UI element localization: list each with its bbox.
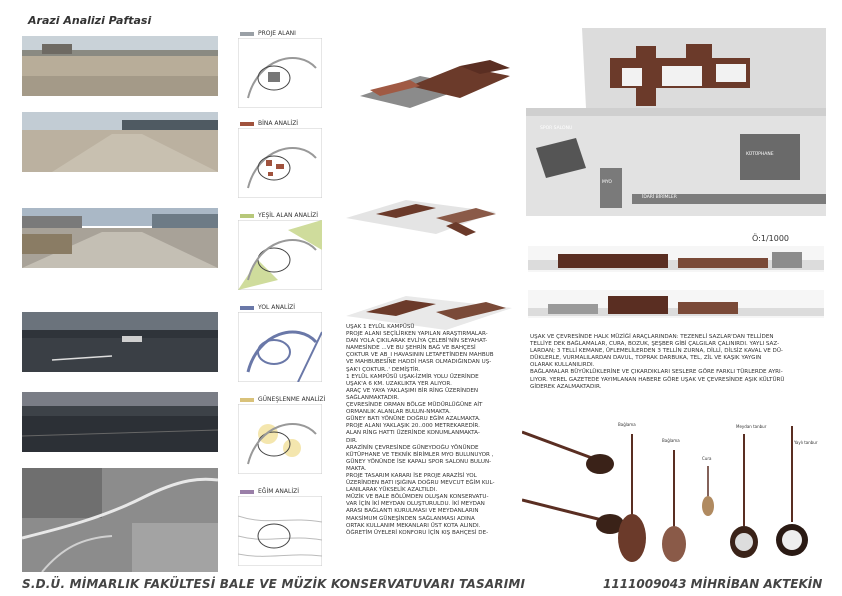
- gunes-analizi-map: [238, 404, 322, 474]
- label-color-swatch: [240, 32, 254, 36]
- instrument-label: Cura: [702, 456, 712, 461]
- baglama-vertical-icon: [618, 434, 646, 562]
- baglama-horizontal-2-icon: [522, 500, 624, 534]
- site-photo-1: [22, 36, 218, 96]
- elevation-1: [528, 246, 824, 272]
- site-label-kutuphane: KÜTÜPHANE: [746, 152, 774, 157]
- site-photo-4: [22, 312, 218, 372]
- analysis-label-yesil: YEŞİL ALAN ANALİZİ: [258, 212, 319, 219]
- analysis-label-egim: EĞİM ANALİZİ: [258, 488, 299, 495]
- yayli-tanbur-icon: [776, 426, 808, 556]
- label-color-swatch: [240, 306, 254, 310]
- analysis-label-proje-alani: PROJE ALANI: [258, 30, 296, 37]
- instruments-illustration: [522, 420, 822, 568]
- egim-analizi-map: [238, 496, 322, 566]
- yesil-alan-map: [238, 220, 322, 290]
- site-plan: [526, 28, 826, 216]
- site-photo-3: [22, 208, 218, 268]
- site-aerial-photo: [22, 468, 218, 572]
- massing-render-1: [350, 46, 520, 116]
- analysis-label-bina: BİNA ANALİZİ: [258, 120, 299, 127]
- instrument-label: Yaylı tanbur: [794, 440, 818, 445]
- elevation-2: [528, 290, 824, 318]
- page-title: Arazi Analizi Paftasi: [28, 14, 152, 27]
- cura-icon: [702, 466, 714, 516]
- proje-alani-map: [238, 38, 322, 108]
- yol-analizi-map: [238, 312, 322, 382]
- site-photo-2: [22, 112, 218, 172]
- baglama-horizontal-icon: [522, 432, 614, 474]
- instrument-label: Bağlama: [662, 438, 680, 443]
- label-color-swatch: [240, 214, 254, 218]
- scale-label: Ö:1/1000: [752, 234, 789, 243]
- site-label-myo: MYO: [602, 180, 612, 185]
- site-label-spor: SPOR SALONU: [540, 126, 573, 131]
- bina-analizi-map: [238, 128, 322, 198]
- site-photo-5: [22, 392, 218, 452]
- site-label-idari: İDARİ BİRİMLER: [642, 195, 677, 200]
- massing-render-2: [346, 188, 506, 240]
- label-color-swatch: [240, 122, 254, 126]
- description-text-main: UŞAK 1 EYLÜL KAMPÜSÜ PROJE ALANI SEÇİLİRKEN YAPILAN ARAŞTIRMALAR- DAN YOLA ÇIKILARAK EVLİYA ÇELEBİ'NİN SEYAHAT- NAMESİNDE ...VE BU ŞEHRİN BAĞ VE BAHÇESİ ÇOKTUR VE AB_I HAVASININ LETAFETİNDEN MAHBUB VE MAHBUBESİNE HADDİ HASR OLMADIĞINDAN UŞ- ŞAK'I ÇOKTUR..' DEMİŞTİR. 1 EYLÜL KAMPÜSÜ UŞAK-İZMİR YOLU ÜZERİNDE UŞAK'A 6 KM. UZAKLIKTA YER ALIYOR. ARAÇ VE YAYA YAKLAŞIMI BİR RİNG ÜZERİNDEN SAĞLANMAKTADIR. ÇEVRESİNDE ORMAN BÖLGE MÜDÜRLÜĞÜNE AİT ORMANLIK ALANLAR BULUN-NMAKTA. GÜNEY BATI YÖNÜNE DOĞRU EĞİM AZALMAKTA. PROJE ALANI YAKLAŞIK 20..000 METREKAREDİR. ALAN RİNG HATTI ÜZERİNDE KONUMLANMAKTA- DIR. ARAZİNİN ÇEVRESİNDE GÜNEYDOĞU YÖNÜNDE KÜTÜPHANE VE TEKNİK BİRİMLER MYO BULUNUYOR , GÜNEY YÖNÜNDE İSE KAPALI SPOR SALONU BULUN- MAKTA. PROJE TASARIM KARARI İSE PROJE ARAZİSİ YOL ÜZERİNDEN BATI IŞIĞINA DOĞRU MEVCUT EĞİM KUL- LANILARAK YÜKSELİK AZALTILDI. MÜZİK VE BALE BÖLÜMDEN OLUŞAN KONSERVATU- VAR İÇİN İKİ MEYDAN OLUŞTURULDU. İKİ MEYDAN ARASI BAĞLANTI KURULMASI VE MEYDANLARIN MAKSİMUM GÜNEŞİNDEN SAĞLANMASI ADINA ORTAK KULLANIM MEKANLARI ÜST KOTA ALINDI. ÖĞRETİM ÜYELERİ KONFORU İÇİN KIŞ BAHÇESİ DE-: [346, 324, 495, 536]
- student-name: 1111009043 MİHRİBAN AKTEKİN: [603, 577, 823, 591]
- label-color-swatch: [240, 398, 254, 402]
- project-title: S.D.Ü. MİMARLIK FAKÜLTESİ BALE VE MÜZİK KONSERVATUVARI TASARIMI: [22, 577, 526, 591]
- instrument-label: Meydan tanbur: [736, 424, 767, 429]
- analysis-label-yol: YOL ANALİZİ: [258, 304, 295, 311]
- label-color-swatch: [240, 490, 254, 494]
- analysis-label-gunes: GÜNEŞLENME ANALİZİ: [258, 396, 326, 403]
- meydan-tanbur-icon: [730, 434, 758, 558]
- baglama-vertical-2-icon: [662, 450, 686, 562]
- instrument-label: Bağlama: [618, 422, 636, 427]
- description-text-music: UŞAK VE ÇEVRESİNDE HALK MÜZİĞİ ARAÇLARINDAN: TEZENELİ SAZLAR'DAN TELLİDEN TELLİYE DEK BAĞLAMALAR, CURA, BOZUK, ŞEŞBER GİBİ ÇALGILAR ÇALINIRDI. YAYLI SAZ- LARDAN; 3 TELLİ KEMANE, ÜFLEMELİLERDEN 3 TELLİN ZURNA, DİLLİ, DİLSİZ KAVAL VE DÜ- DÜKLERLE, VURMALILARDAN DAVUL, TOPRAK DARBUKA, TEL, ZİL VE KAŞIK YAYGIN OLARAK KULLANILIRDI. BAĞLAMALAR BÜYÜKLÜKLERİNE VE ÇIKARDIKLARI SESLERE GÖRE FARKLI TÜRLERDE AYRI- LIYOR. YEREL GAZETEDE YAYIMLANAN HABERE GÖRE UŞAK VE ÇEVRESİNDE AŞIK KÜLTÜRÜ GİDEREK AZALMAKTADIR.: [530, 334, 785, 390]
